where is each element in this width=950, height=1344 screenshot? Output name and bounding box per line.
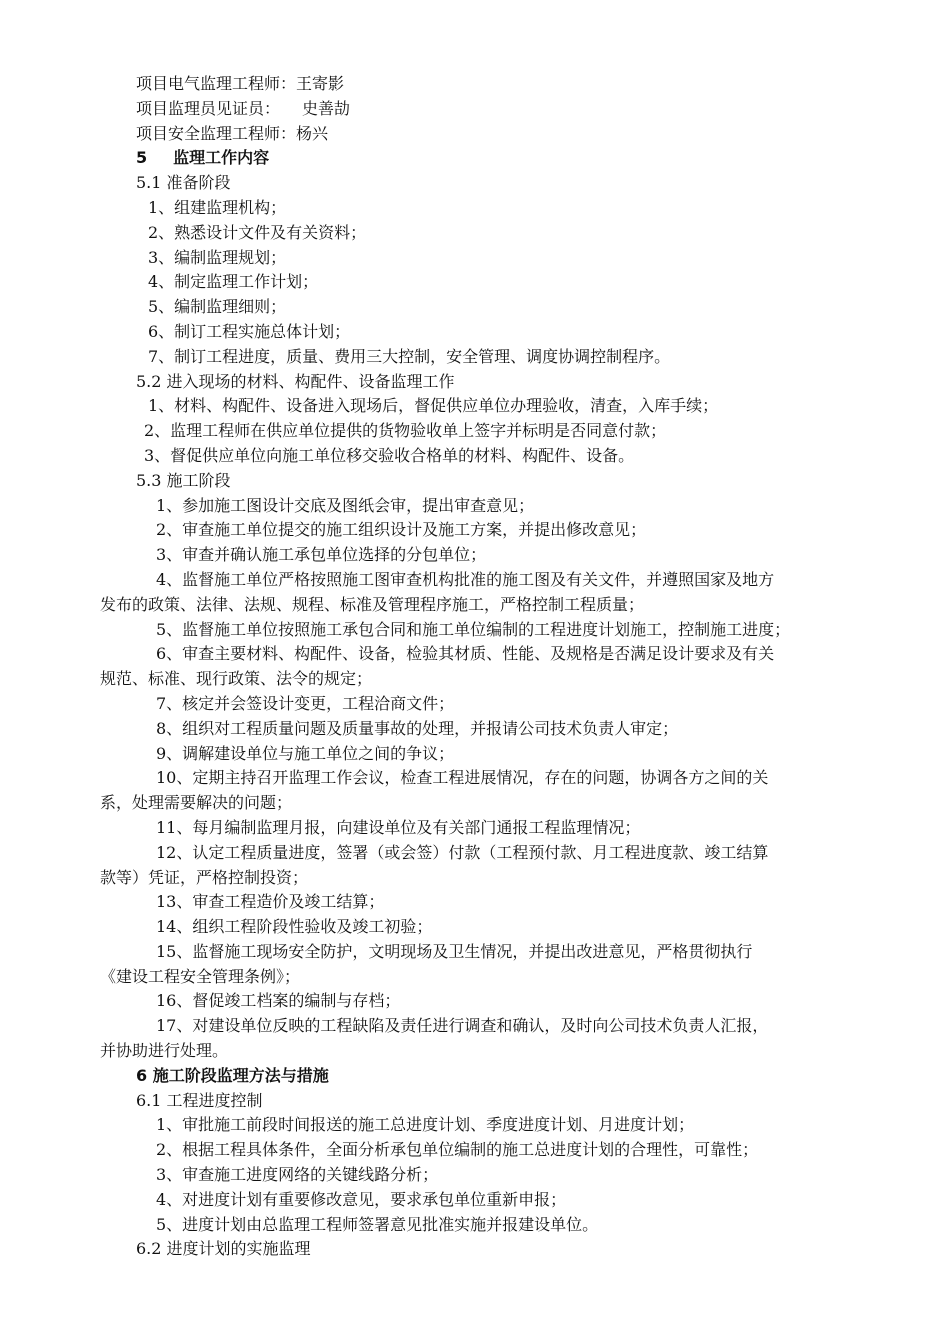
list-item: 12、认定工程质量进度，签署（或会签）付款（工程预付款、月工程进度款、竣工结算 — [156, 842, 769, 862]
staff-name: 王寄影 — [296, 74, 345, 93]
list-item: 1、参加施工图设计交底及图纸会审，提出审查意见； — [156, 495, 535, 515]
list-item: 1、组建监理机构； — [148, 197, 287, 217]
list-item-continuation: 规范、标准、现行政策、法令的规定； — [100, 669, 373, 689]
list-item: 3、督促供应单位向施工单位移交验收合格单的材料、构配件、设备。 — [144, 445, 635, 465]
list-item: 5、进度计划由总监理工程师签署意见批准实施并报建设单位。 — [156, 1214, 599, 1234]
list-item-continuation: 并协助进行处理。 — [100, 1041, 229, 1061]
list-item: 4、制定监理工作计划； — [148, 272, 319, 292]
section-6-heading: 6 施工阶段监理方法与措施 — [136, 1065, 329, 1085]
document-page — [0, 72, 950, 1262]
list-item: 7、制订工程进度，质量、费用三大控制，安全管理、调度协调控制程序。 — [148, 346, 671, 366]
subsection-5-2-heading: 5.2 进入现场的材料、构配件、设备监理工作 — [136, 371, 455, 391]
subsection-6-2-heading: 6.2 进度计划的实施监理 — [136, 1239, 311, 1259]
list-item: 13、审查工程造价及竣工结算； — [156, 892, 385, 912]
list-item-continuation: 发布的政策、法律、法规、规程、标准及管理程序施工，严格控制工程质量； — [100, 594, 645, 614]
list-item-continuation: 系，处理需要解决的问题； — [100, 793, 293, 813]
staff-line-witness — [0, 97, 950, 122]
list-item: 1、材料、构配件、设备进入现场后，督促供应单位办理验收，清查，入库手续； — [148, 396, 719, 416]
list-item: 4、监督施工单位严格按照施工图审查机构批准的施工图及有关文件，并遵照国家及地方 — [156, 569, 775, 589]
list-item: 2、熟悉设计文件及有关资料； — [148, 222, 367, 242]
list-item: 3、审查并确认施工承包单位选择的分包单位； — [156, 545, 487, 565]
list-item: 14、组织工程阶段性验收及竣工初验； — [156, 917, 433, 937]
list-item: 15、监督施工现场安全防护，文明现场及卫生情况，并提出改进意见，严格贯彻执行 — [156, 941, 753, 961]
list-item: 3、编制监理规划； — [148, 247, 287, 267]
list-item: 4、对进度计划有重要修改意见，要求承包单位重新申报； — [156, 1189, 567, 1209]
list-item: 17、对建设单位反映的工程缺陷及责任进行调查和确认，及时向公司技术负责人汇报， — [156, 1016, 769, 1036]
list-item: 7、核定并会签设计变更，工程洽商文件； — [156, 693, 455, 713]
staff-line-electrical — [0, 72, 950, 97]
list-item: 3、审查施工进度网络的关键线路分析； — [156, 1165, 439, 1185]
list-item: 2、根据工程具体条件，全面分析承包单位编制的施工总进度计划的合理性，可靠性； — [156, 1140, 759, 1160]
list-item: 6、制订工程实施总体计划； — [148, 321, 351, 341]
list-item: 2、审查施工单位提交的施工组织设计及施工方案，并提出修改意见； — [156, 520, 647, 540]
staff-line-safety — [0, 122, 950, 147]
section-title: 监理工作内容 — [173, 148, 270, 168]
list-item: 2、监理工程师在供应单位提供的货物验收单上签字并标明是否同意付款； — [144, 421, 667, 441]
list-item-continuation: 《建设工程安全管理条例》； — [100, 966, 301, 986]
staff-name: 杨兴 — [296, 123, 329, 143]
subsection-5-1-heading: 5.1 准备阶段 — [136, 173, 231, 193]
list-item: 16、督促竣工档案的编制与存档； — [156, 991, 401, 1011]
list-item: 11、每月编制监理月报，向建设单位及有关部门通报工程监理情况； — [156, 817, 641, 837]
staff-role: 项目电气监理工程师： — [136, 74, 297, 93]
list-item: 5、监督施工单位按照施工承包合同和施工单位编制的工程进度计划施工，控制施工进度； — [156, 619, 791, 639]
list-item: 9、调解建设单位与施工单位之间的争议； — [156, 743, 455, 763]
list-item: 5、编制监理细则； — [148, 297, 287, 317]
subsection-6-1-heading: 6.1 工程进度控制 — [136, 1090, 263, 1110]
staff-role: 项目监理员见证员： — [136, 98, 281, 118]
staff-name: 史善劼 — [302, 98, 351, 118]
section-5-heading — [0, 146, 950, 171]
staff-role: 项目安全监理工程师： — [136, 123, 297, 143]
list-item: 10、定期主持召开监理工作会议，检查工程进展情况，存在的问题，协调各方之间的关 — [156, 768, 769, 788]
subsection-5-3-heading: 5.3 施工阶段 — [136, 470, 231, 490]
section-number: 5 — [136, 148, 148, 168]
list-item-continuation: 款等）凭证，严格控制投资； — [100, 867, 309, 887]
list-item: 6、审查主要材料、构配件、设备，检验其材质、性能、及规格是否满足设计要求及有关 — [156, 644, 775, 664]
list-item: 8、组织对工程质量问题及质量事故的处理，并报请公司技术负责人审定； — [156, 718, 679, 738]
list-item: 1、审批施工前段时间报送的施工总进度计划、季度进度计划、月进度计划； — [156, 1115, 695, 1135]
